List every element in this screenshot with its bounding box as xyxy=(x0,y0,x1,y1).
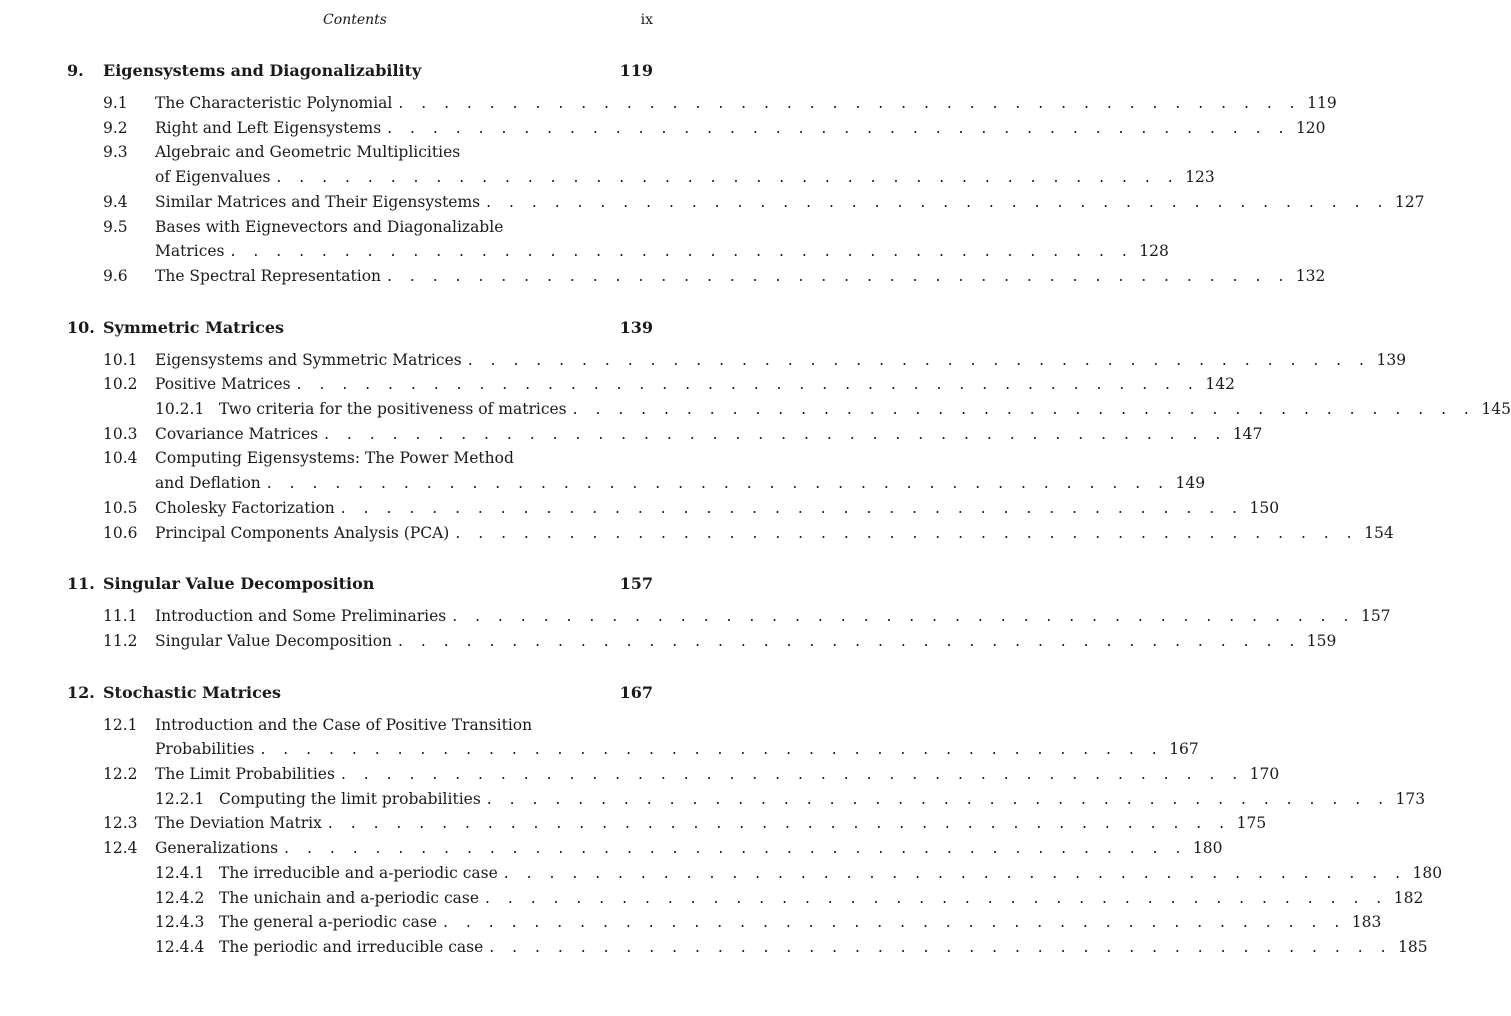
section-number: 12.2 xyxy=(103,765,138,784)
chapter-number: 10. xyxy=(67,317,95,337)
dot-leader: . . . . . . . . . . . . . . . . . . . . . . . . . . . . . . . . . . . . . . . . xyxy=(503,863,1407,882)
section-number: 10.1 xyxy=(103,350,138,369)
section-title: Similar Matrices and Their Eigensystems xyxy=(155,192,481,211)
section-page-number: 123 xyxy=(1185,168,1215,187)
section-page-number: 145 xyxy=(1481,400,1511,419)
section-title: Right and Left Eigensystems xyxy=(155,118,382,137)
toc-chapter xyxy=(67,680,1443,960)
toc-subsection-entry[interactable] xyxy=(67,397,1511,422)
section-page-number: 157 xyxy=(1360,607,1391,626)
toc-section-entry[interactable] xyxy=(67,713,1199,762)
table-of-contents xyxy=(67,58,1511,960)
toc-section-entry[interactable] xyxy=(67,215,1169,264)
section-title-continued: of Eigenvalues xyxy=(155,168,271,187)
toc-section-entry[interactable] xyxy=(67,91,1337,116)
dot-leader: . . . . . . . . . . . . . . . . . . . . . . . . . . . . . . . . . . . . . . . . xyxy=(324,424,1227,443)
section-page-number: 180 xyxy=(1412,863,1443,882)
toc-subsection-entry[interactable] xyxy=(67,861,1443,886)
toc-subsection-entry[interactable] xyxy=(67,935,1428,960)
section-title: Cholesky Factorization xyxy=(155,498,335,517)
dot-leader: . . . . . . . . . . . . . . . . . . . . . . . . . . . . . . . . . . . . . . . . xyxy=(398,94,1302,112)
section-title: Bases with Eignevectors and Diagonalizable xyxy=(155,217,504,236)
section-number: 9.1 xyxy=(103,94,128,112)
dot-leader: . . . . . . . . . . . . . . . . . . . . . . . . . . . . . . . . . . . . . . . . xyxy=(260,740,1164,759)
section-page-number: 167 xyxy=(1169,740,1199,759)
chapter-page-number: 157 xyxy=(619,574,653,594)
section-page-number: 120 xyxy=(1295,118,1326,137)
dot-leader: . . . . . . . . . . . . . . . . . . . . . . . . . . . . . . . . . . . . . . . . xyxy=(340,765,1244,784)
section-title: The Deviation Matrix xyxy=(155,814,322,833)
section-title-continued: Matrices xyxy=(155,242,225,261)
dot-leader: . . . . . . . . . . . . . . . . . . . . . . . . . . . . . . . . . . . . . . . . xyxy=(485,888,1388,907)
section-number: 11.1 xyxy=(103,607,138,626)
chapter-heading[interactable] xyxy=(67,58,653,84)
section-number: 10.5 xyxy=(103,498,138,517)
toc-chapter xyxy=(67,571,1391,653)
section-title: Covariance Matrices xyxy=(155,424,319,443)
dot-leader: . . . . . . . . . . . . . . . . . . . . . . . . . . . . . . . . . . . . . . . . xyxy=(486,789,1390,808)
dot-leader: . . . . . . . . . . . . . . . . . . . . . . . . . . . . . . . . . . . . . . . . xyxy=(276,168,1180,187)
toc-section-entry[interactable] xyxy=(67,521,1394,546)
toc-section-entry[interactable] xyxy=(67,264,1326,289)
section-number: 9.5 xyxy=(103,217,128,236)
section-title: Principal Components Analysis (PCA) xyxy=(155,523,450,542)
chapter-number: 11. xyxy=(67,574,95,594)
section-page-number: 182 xyxy=(1393,888,1424,907)
dot-leader: . . . . . . . . . . . . . . . . . . . . . . . . . . . . . . . . . . . . . . . . xyxy=(284,839,1187,858)
section-page-number: 154 xyxy=(1364,523,1394,542)
toc-section-entry[interactable] xyxy=(67,762,1280,787)
toc-subsection-entry[interactable] xyxy=(67,886,1424,911)
running-title: Contents xyxy=(323,12,387,28)
dot-leader: . . . . . . . . . . . . . . . . . . . . . . . . . . . . . . . . . . . . . . . . xyxy=(387,266,1290,285)
section-page-number: 147 xyxy=(1232,424,1263,443)
section-page-number: 128 xyxy=(1139,242,1169,261)
dot-leader: . . . . . . . . . . . . . . . . . . . . . . . . . . . . . . . . . . . . . . . . xyxy=(398,631,1301,650)
toc-section-entry[interactable] xyxy=(67,422,1263,447)
chapter-page-number: 119 xyxy=(619,61,653,80)
section-number: 10.2.1 xyxy=(155,400,205,419)
chapter-spacer xyxy=(67,289,653,315)
section-title: Algebraic and Geometric Multiplicities xyxy=(155,143,461,162)
toc-section-entry[interactable] xyxy=(67,629,1337,654)
section-number: 9.4 xyxy=(103,192,128,211)
section-page-number: 170 xyxy=(1249,765,1280,784)
dot-leader: . . . . . . . . . . . . . . . . . . . . . . . . . . . . . . . . . . . . . . . . xyxy=(387,118,1290,137)
chapter-number: 9. xyxy=(67,61,84,80)
dot-leader: . . . . . . . . . . . . . . . . . . . . . . . . . . . . . . . . . . . . . . . . xyxy=(452,607,1355,626)
running-header xyxy=(0,12,710,32)
dot-leader: . . . . . . . . . . . . . . . . . . . . . . . . . . . . . . . . . . . . . . . . xyxy=(467,350,1371,369)
section-title: The unichain and a-periodic case xyxy=(219,888,479,907)
chapter-title: Symmetric Matrices xyxy=(103,317,285,337)
toc-section-entry[interactable] xyxy=(67,604,1391,629)
section-page-number: 119 xyxy=(1307,94,1337,112)
dot-leader: . . . . . . . . . . . . . . . . . . . . . . . . . . . . . . . . . . . . . . . . xyxy=(296,375,1200,394)
section-number: 9.2 xyxy=(103,118,128,137)
toc-section-entry[interactable] xyxy=(67,836,1223,861)
chapter-heading[interactable] xyxy=(67,571,653,597)
section-page-number: 149 xyxy=(1175,474,1206,493)
section-page-number: 180 xyxy=(1192,839,1223,858)
chapter-page-number: 167 xyxy=(619,682,653,702)
section-title: The Characteristic Polynomial xyxy=(155,94,393,112)
section-number: 12.4 xyxy=(103,839,138,858)
section-page-number: 175 xyxy=(1236,814,1267,833)
chapter-title: Eigensystems and Diagonalizability xyxy=(103,61,422,80)
section-title: Computing Eigensystems: The Power Method xyxy=(155,449,514,468)
dot-leader: . . . . . . . . . . . . . . . . . . . . . . . . . . . . . . . . . . . . . . . . xyxy=(455,523,1359,542)
section-page-number: 132 xyxy=(1295,266,1326,285)
chapter-spacer xyxy=(67,654,653,680)
dot-leader: . . . . . . . . . . . . . . . . . . . . . . . . . . . . . . . . . . . . . . . . xyxy=(340,498,1244,517)
section-number: 12.4.3 xyxy=(155,913,205,932)
toc-chapter xyxy=(67,315,1511,546)
section-number: 10.4 xyxy=(103,449,138,468)
section-page-number: 150 xyxy=(1249,498,1280,517)
section-page-number: 183 xyxy=(1351,913,1382,932)
toc-section-entry[interactable] xyxy=(67,811,1267,836)
section-title: The irreducible and a-periodic case xyxy=(219,863,498,882)
dot-leader: . . . . . . . . . . . . . . . . . . . . . . . . . . . . . . . . . . . . . . . . xyxy=(443,913,1346,932)
section-number: 12.4.4 xyxy=(155,937,205,956)
section-title: Singular Value Decomposition xyxy=(155,631,393,650)
section-page-number: 127 xyxy=(1394,192,1425,211)
page-folio: ix xyxy=(640,12,653,28)
toc-subsection-entry[interactable] xyxy=(67,910,1382,935)
dot-leader: . . . . . . . . . . . . . . . . . . . . . . . . . . . . . . . . . . . . . . . . xyxy=(572,400,1476,419)
dot-leader: . . . . . . . . . . . . . . . . . . . . . . . . . . . . . . . . . . . . . . . . xyxy=(266,474,1170,493)
section-number: 12.4.2 xyxy=(155,888,205,907)
toc-subsection-entry[interactable] xyxy=(67,787,1426,812)
dot-leader: . . . . . . . . . . . . . . . . . . . . . . . . . . . . . . . . . . . . . . . . xyxy=(489,937,1393,956)
section-title: Computing the limit probabilities xyxy=(219,789,481,808)
chapter-title: Singular Value Decomposition xyxy=(103,574,375,594)
section-title: The general a-periodic case xyxy=(219,913,438,932)
section-title: Introduction and Some Preliminaries xyxy=(155,607,447,626)
toc-chapter xyxy=(67,58,1425,289)
toc-section-entry[interactable] xyxy=(67,496,1280,521)
section-page-number: 139 xyxy=(1376,350,1407,369)
chapter-spacer xyxy=(67,545,653,571)
section-page-number: 185 xyxy=(1398,937,1428,956)
toc-section-entry[interactable] xyxy=(67,348,1407,373)
section-number: 12.4.1 xyxy=(155,863,205,882)
dot-leader: . . . . . . . . . . . . . . . . . . . . . . . . . . . . . . . . . . . . . . . . xyxy=(486,192,1389,211)
section-title-continued: and Deflation xyxy=(155,474,261,493)
toc-section-entry[interactable] xyxy=(67,372,1235,397)
section-page-number: 173 xyxy=(1395,789,1426,808)
section-title: The periodic and irreducible case xyxy=(219,937,484,956)
section-number: 10.2 xyxy=(103,375,138,394)
section-number: 11.2 xyxy=(103,631,138,650)
section-number: 9.3 xyxy=(103,143,128,162)
toc-section-entry[interactable] xyxy=(67,116,1326,141)
section-number: 10.3 xyxy=(103,424,138,443)
toc-section-entry[interactable] xyxy=(67,140,1215,189)
section-page-number: 142 xyxy=(1205,375,1235,394)
section-title-continued: Probabilities xyxy=(155,740,255,759)
chapter-title: Stochastic Matrices xyxy=(103,682,282,702)
chapter-number: 12. xyxy=(67,682,95,702)
section-title: Positive Matrices xyxy=(155,375,291,394)
section-number: 10.6 xyxy=(103,523,138,542)
toc-section-entry[interactable] xyxy=(67,190,1425,215)
section-title: Generalizations xyxy=(155,839,279,858)
section-title: Eigensystems and Symmetric Matrices xyxy=(155,350,462,369)
section-number: 9.6 xyxy=(103,266,128,285)
dot-leader: . . . . . . . . . . . . . . . . . . . . . . . . . . . . . . . . . . . . . . . . xyxy=(327,814,1231,833)
toc-section-entry[interactable] xyxy=(67,446,1206,495)
section-page-number: 159 xyxy=(1306,631,1337,650)
section-title: The Spectral Representation xyxy=(155,266,382,285)
chapter-page-number: 139 xyxy=(619,317,653,337)
section-number: 12.2.1 xyxy=(155,789,205,808)
chapter-heading[interactable] xyxy=(67,680,653,706)
section-title: Introduction and the Case of Positive Transition xyxy=(155,715,533,734)
section-title: The Limit Probabilities xyxy=(155,765,335,784)
section-number: 12.1 xyxy=(103,715,138,734)
section-title: Two criteria for the positiveness of matrices xyxy=(219,400,567,419)
chapter-heading[interactable] xyxy=(67,315,653,341)
dot-leader: . . . . . . . . . . . . . . . . . . . . . . . . . . . . . . . . . . . . . . . . xyxy=(230,242,1134,261)
section-number: 12.3 xyxy=(103,814,138,833)
